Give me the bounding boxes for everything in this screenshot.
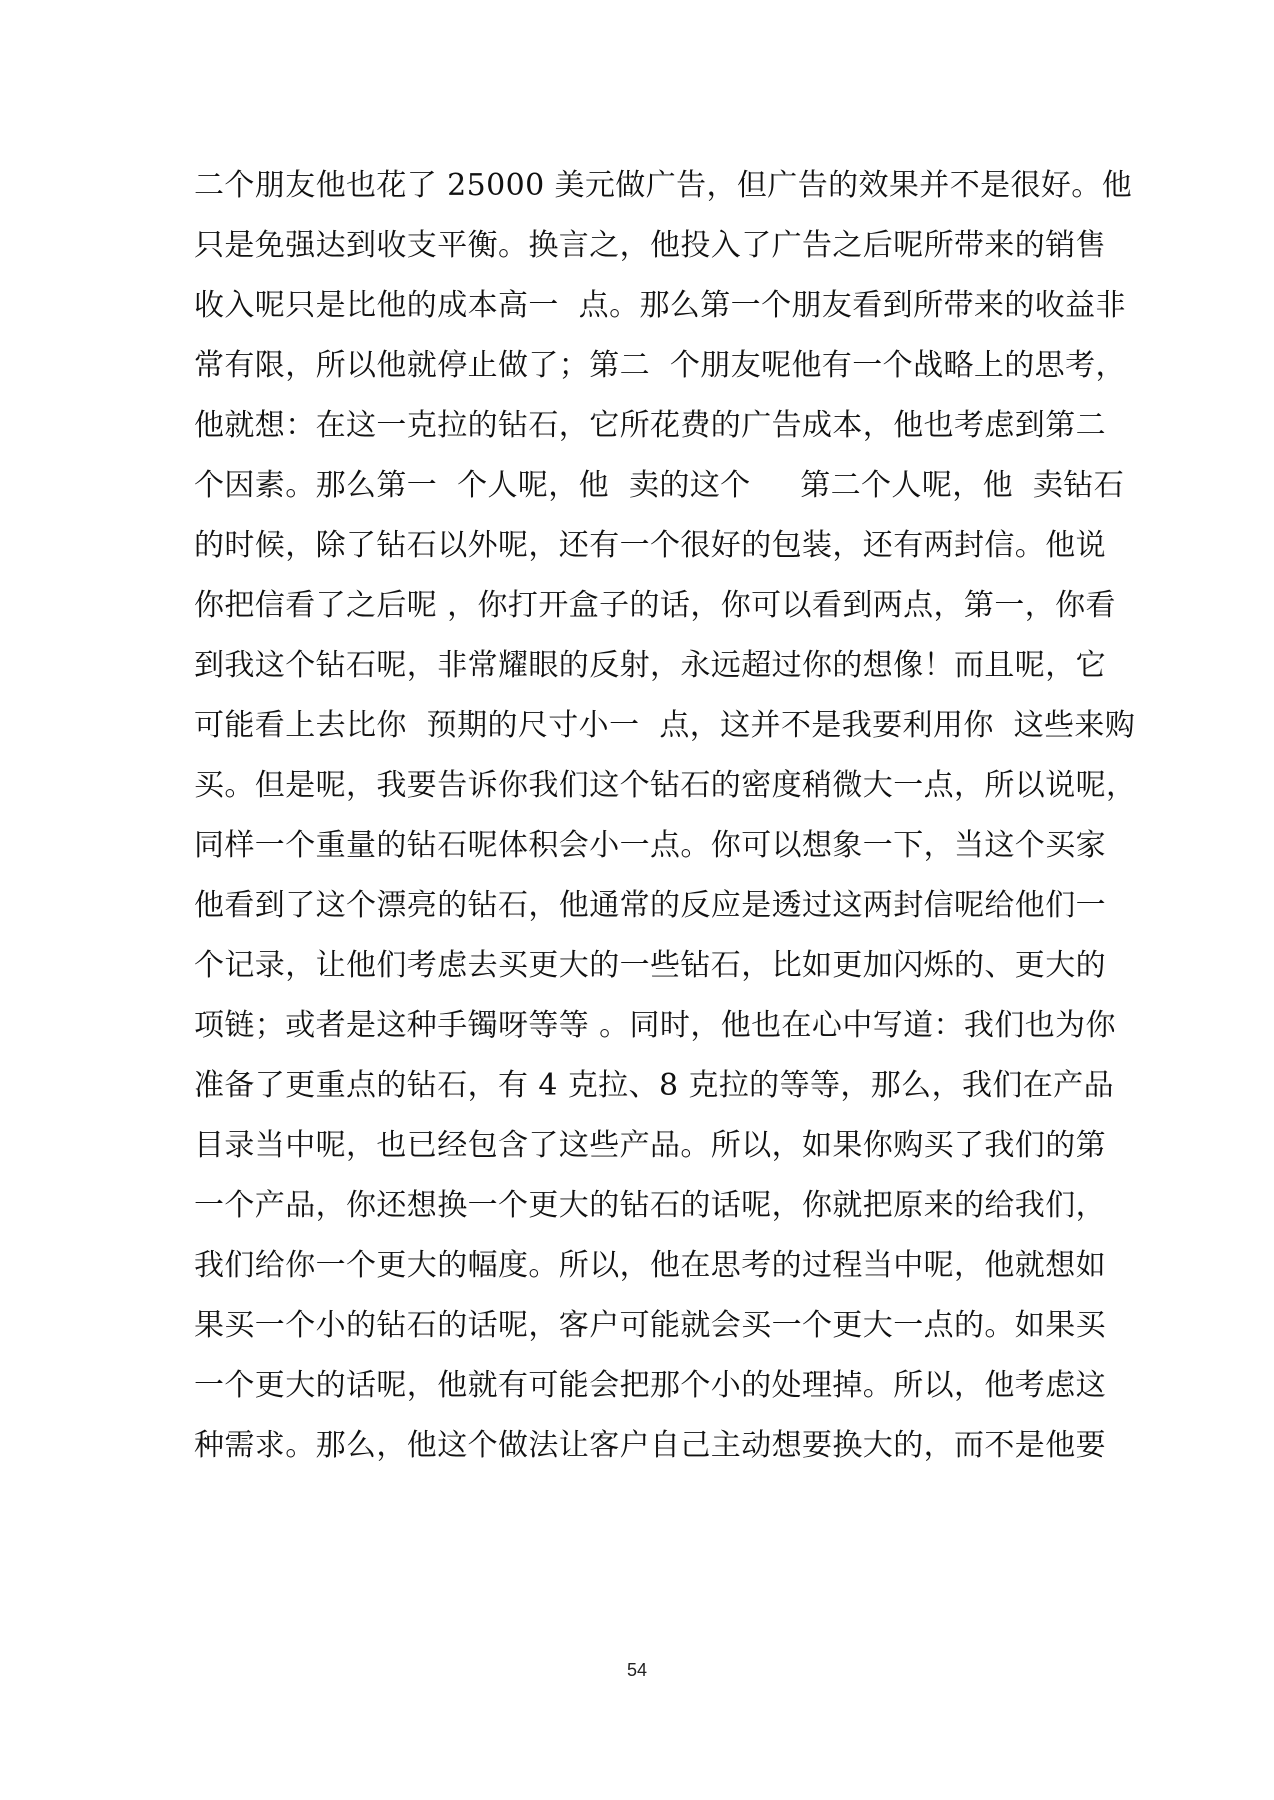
text-line: 种需求。那么，他这个做法让客户自己主动想要换大的，而不是他要 [194,1428,1106,1463]
text-line: 一个更大的话呢，他就有可能会把那个小的处理掉。所以，他考虑这 [194,1368,1106,1403]
text-line: 只是免强达到收支平衡。换言之，他投入了广告之后呢所带来的销售 [194,228,1106,263]
text-line: 常有限，所以他就停止做了；第二 个朋友呢他有一个战略上的思考， [194,348,1126,383]
text-line: 同样一个重量的钻石呢体积会小一点。你可以想象一下，当这个买家 [194,828,1106,863]
text-line: 买。但是呢，我要告诉你我们这个钻石的密度稍微大一点，所以说呢， [194,768,1137,803]
text-line: 可能看上去比你 预期的尺寸小一 点，这并不是我要利用你 这些来购 [194,708,1136,743]
text-line: 一个产品，你还想换一个更大的钻石的话呢，你就把原来的给我们， [194,1188,1106,1223]
text-line: 果买一个小的钻石的话呢，客户可能就会买一个更大一点的。如果买 [194,1308,1106,1343]
page-number: 54 [626,1660,648,1680]
text-line: 到我这个钻石呢，非常耀眼的反射，永远超过你的想像！而且呢，它 [194,648,1106,683]
text-line: 个记录，让他们考虑去买更大的一些钻石，比如更加闪烁的、更大的 [194,948,1106,983]
text-line: 准备了更重点的钻石，有 4 克拉、8 克拉的等等，那么，我们在产品 [194,1068,1114,1103]
text-line: 目录当中呢，也已经包含了这些产品。所以，如果你购买了我们的第 [194,1128,1106,1163]
text-line: 他看到了这个漂亮的钻石，他通常的反应是透过这两封信呢给他们一 [194,888,1106,923]
text-line: 二个朋友他也花了 25000 美元做广告，但广告的效果并不是很好。他 [194,168,1133,203]
text-line: 的时候，除了钻石以外呢，还有一个很好的包装，还有两封信。他说 [194,528,1106,563]
text-line: 项链；或者是这种手镯呀等等 。同时，他也在心中写道：我们也为你 [194,1008,1116,1043]
text-line: 个因素。那么第一 个人呢，他 卖的这个 第二个人呢，他 卖钻石 [194,468,1125,503]
text-line: 你把信看了之后呢 ，你打开盒子的话，你可以看到两点，第一，你看 [194,588,1116,623]
text-line: 我们给你一个更大的幅度。所以，他在思考的过程当中呢，他就想如 [194,1248,1106,1283]
text-line: 收入呢只是比他的成本高一 点。那么第一个朋友看到所带来的收益非 [194,288,1126,323]
body-text [194,158,1154,1478]
text-line: 他就想：在这一克拉的钻石，它所花费的广告成本，他也考虑到第二 [194,408,1106,443]
